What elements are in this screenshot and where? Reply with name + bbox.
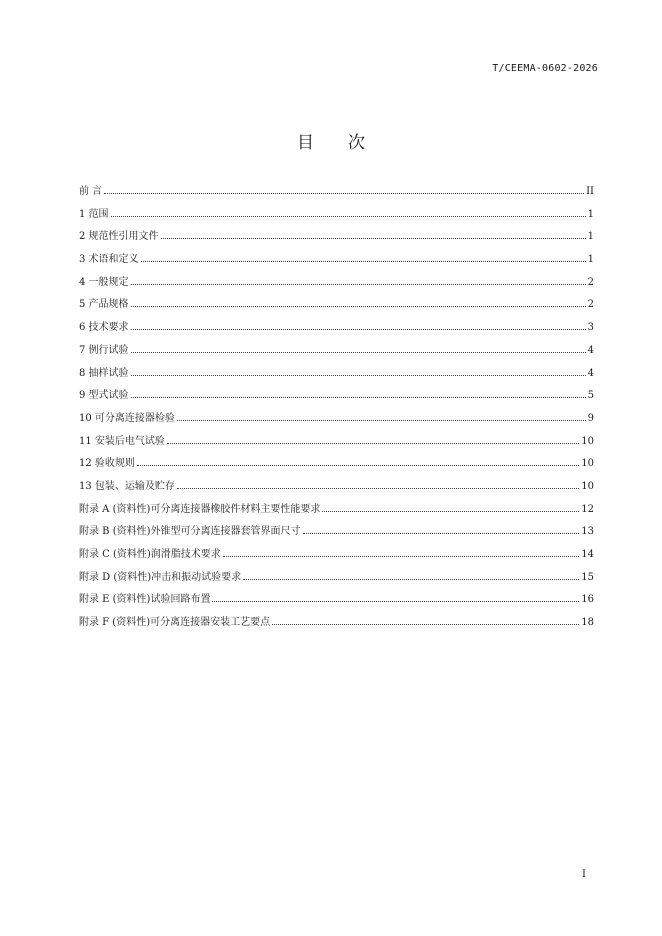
page-title	[0, 128, 662, 153]
toc-entry-appendix-d[interactable]	[79, 571, 594, 594]
dot-leader	[322, 511, 579, 512]
toc-entry-page: 9	[587, 412, 594, 424]
toc-entry-page: 2	[587, 276, 594, 288]
toc-entry-4[interactable]	[79, 276, 594, 299]
toc-entry-label: 附录 A (资料性)可分离连接器橡胶件材料主要性能要求	[79, 503, 321, 515]
dot-leader	[137, 465, 579, 466]
page-number: I	[582, 869, 586, 880]
toc-entry-label: 附录 F (资料性)可分离连接器安装工艺要点	[79, 617, 271, 629]
toc-entry-7[interactable]	[79, 344, 594, 367]
toc-entry-appendix-a[interactable]	[79, 503, 594, 526]
dot-leader	[243, 579, 579, 580]
dot-leader	[131, 397, 586, 398]
toc-entry-page: 14	[581, 549, 594, 560]
document-code: T/CEEMA-0602-2026	[492, 63, 598, 74]
toc-entry-10[interactable]	[79, 412, 594, 435]
toc-entry-label: 13 包装、运输及贮存	[79, 480, 175, 492]
toc-entry-page: 18	[581, 617, 594, 629]
toc-entry-label: 前 言	[79, 186, 103, 197]
toc-entry-11[interactable]	[79, 435, 594, 458]
toc-entry-label: 5 产品规格	[79, 299, 129, 311]
dot-leader	[104, 193, 584, 194]
dot-leader	[131, 375, 586, 376]
toc-entry-label: 附录 B (资料性)外锥型可分离连接器套管界面尺寸	[79, 526, 301, 538]
toc-entry-label: 10 可分离连接器检验	[79, 412, 175, 424]
dot-leader	[167, 443, 579, 444]
dot-leader	[212, 601, 579, 602]
toc-entry-label: 9 型式试验	[79, 390, 129, 402]
toc-entry-label: 7 例行试验	[79, 344, 129, 356]
toc-entry-6[interactable]	[79, 321, 594, 344]
title-char-1: 目	[297, 133, 314, 153]
toc-entry-label: 8 抽样试验	[79, 367, 129, 379]
toc-entry-page: 12	[581, 503, 594, 515]
dot-leader	[303, 533, 580, 534]
toc-entry-label: 4 一般规定	[79, 276, 129, 288]
toc-entry-12[interactable]	[79, 457, 594, 480]
dot-leader	[177, 488, 579, 489]
toc-entry-8[interactable]	[79, 367, 594, 390]
toc-entry-page: 1	[587, 231, 594, 243]
toc-entry-page: 5	[587, 390, 594, 402]
toc-entry-page: 15	[581, 571, 594, 583]
toc-entry-page: 10	[581, 458, 594, 470]
toc-entry-2[interactable]	[79, 230, 594, 253]
toc-entry-label: 附录 D (资料性)冲击和振动试验要求	[79, 571, 242, 583]
toc-entry-1[interactable]	[79, 208, 594, 231]
dot-leader	[177, 420, 586, 421]
toc-entry-label: 1 范围	[79, 208, 109, 220]
dot-leader	[111, 216, 586, 217]
toc-entry-foreword[interactable]	[79, 185, 594, 208]
toc-entry-page: 4	[587, 367, 594, 379]
toc-entry-page: 4	[587, 344, 594, 356]
toc-entry-page: 10	[581, 435, 594, 447]
toc-entry-label: 附录 E (资料性)试验回路布置	[79, 594, 211, 606]
toc-entry-label: 12 验收规则	[79, 458, 135, 470]
dot-leader	[141, 261, 586, 262]
toc-entry-page: II	[586, 186, 594, 197]
toc-entry-page: 2	[587, 299, 594, 311]
toc-entry-label: 6 技术要求	[79, 322, 129, 334]
dot-leader	[272, 624, 579, 625]
toc-entry-page: 10	[581, 480, 594, 492]
toc-entry-9[interactable]	[79, 389, 594, 412]
dot-leader	[131, 306, 586, 307]
toc-entry-3[interactable]	[79, 253, 594, 276]
toc-entry-appendix-f[interactable]	[79, 616, 594, 639]
dot-leader	[161, 238, 586, 239]
dot-leader	[131, 329, 586, 330]
dot-leader	[223, 556, 579, 557]
toc-entry-label: 2 规范性引用文件	[79, 231, 159, 243]
toc-entry-label: 附录 C (资料性)润滑脂技术要求	[79, 549, 221, 560]
toc-entry-appendix-c[interactable]	[79, 548, 594, 571]
toc-entry-label: 3 术语和定义	[79, 254, 139, 266]
toc-entry-page: 16	[581, 594, 594, 606]
toc-entry-appendix-e[interactable]	[79, 593, 594, 616]
toc-entry-page: 1	[587, 254, 594, 266]
toc-entry-13[interactable]	[79, 480, 594, 503]
toc-entry-label: 11 安装后电气试验	[79, 435, 165, 447]
toc-entry-page: 13	[581, 526, 594, 538]
title-char-2: 次	[348, 133, 365, 153]
toc-entry-page: 1	[587, 208, 594, 220]
dot-leader	[131, 352, 586, 353]
toc-entry-5[interactable]	[79, 298, 594, 321]
toc-entry-page: 3	[587, 322, 594, 334]
toc-entry-appendix-b[interactable]	[79, 525, 594, 548]
dot-leader	[131, 284, 586, 285]
table-of-contents	[79, 185, 594, 639]
